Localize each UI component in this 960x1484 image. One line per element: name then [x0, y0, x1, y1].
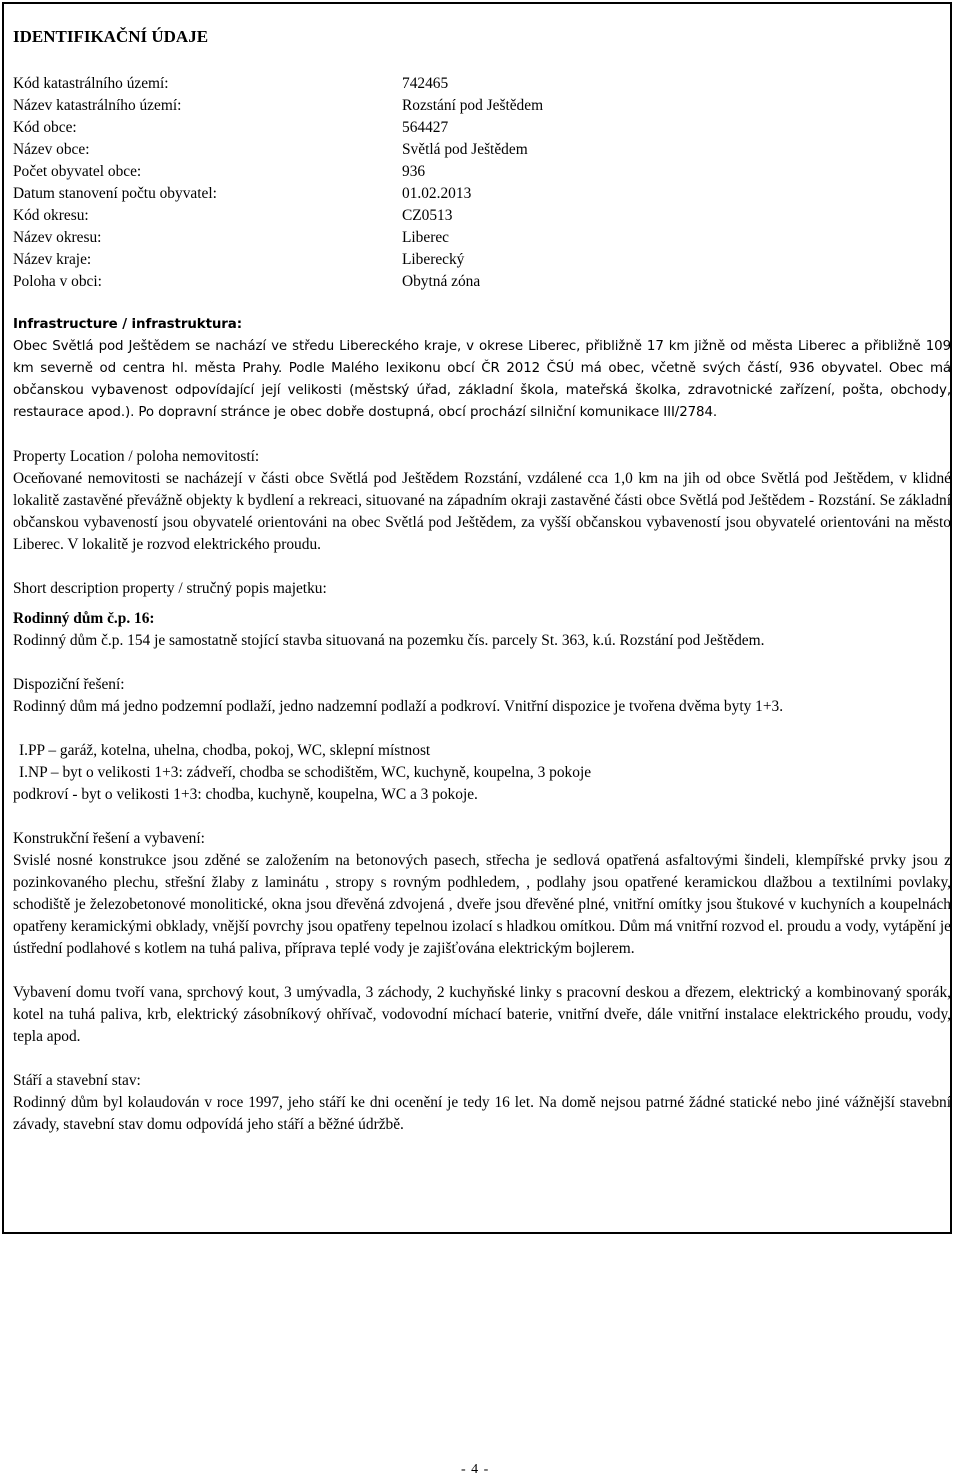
- construction-title: Konstrukční řešení a vybavení:: [13, 830, 205, 847]
- id-label: Kód okresu:: [13, 207, 89, 224]
- property-intro: Rodinný dům č.p. 154 je samostatně stojící stavba situovaná na pozemku čís. parcely St. 363, k.ú. Rozstání pod Ještědem.: [13, 632, 765, 649]
- infrastructure-section: [13, 314, 951, 424]
- id-value: 936: [402, 163, 426, 180]
- id-row: [13, 183, 951, 205]
- id-label: Název katastrálního území:: [13, 97, 182, 114]
- id-value: Rozstání pod Ještědem: [402, 97, 544, 114]
- document-content: [13, 26, 951, 1136]
- id-row: [13, 117, 951, 139]
- id-value: Liberecký: [402, 251, 465, 268]
- identification-table: [13, 73, 951, 293]
- id-value: 01.02.2013: [402, 185, 472, 202]
- age-text: Rodinný dům byl kolaudován v roce 1997, jeho stáří ke dni ocenění je tedy 16 let. Na domě nejsou patrné žádné statické nebo jiné vážnější stavební závady, stavební stav domu odpovídá jeho stáří a běžné údržbě.: [13, 1094, 951, 1133]
- id-value: Světlá pod Ještědem: [402, 141, 528, 158]
- location-section: [13, 446, 951, 556]
- id-value: 742465: [402, 75, 449, 92]
- floor-line: I.NP – byt o velikosti 1+3: zádveří, chodba se schodištěm, WC, kuchyně, koupelna, 3 pokoje: [19, 764, 592, 781]
- layout-text: Rodinný dům má jedno podzemní podlaží, jedno nadzemní podlaží a podkroví. Vnitřní dispozice je tvořena dvěma byty 1+3.: [13, 698, 784, 715]
- floor-line: podkroví - byt o velikosti 1+3: chodba, kuchyně, koupelna, WC a 3 pokoje.: [13, 786, 478, 803]
- id-value: 564427: [402, 119, 449, 136]
- id-label: Kód katastrálního území:: [13, 75, 169, 92]
- age-title: Stáří a stavební stav:: [13, 1072, 141, 1089]
- id-row: [13, 139, 951, 161]
- id-row: [13, 95, 951, 117]
- floor-line: I.PP – garáž, kotelna, uhelna, chodba, pokoj, WC, sklepní místnost: [19, 742, 431, 759]
- description-section: [13, 578, 951, 1136]
- id-label: Poloha v obci:: [13, 273, 102, 290]
- construction-text: Svislé nosné konstrukce jsou zděné se založením na betonových pasech, střecha je sedlová opatřená asfaltovými šindeli, klempířské prvky jsou z pozinkovaného plechu, střešní žlaby z laminátu , stropy s rovným podhledem, , podlahy jsou opatřené keramickou dlažbou a textilními povlaky, schodiště je železobetonové monolitické, okna jsou dřevěná zdvojená , dveře jsou dřevěné plné, vnitřní omítky jsou štukové v kuchyních a koupelnách opatřeny keramickými obklady, vnější povrchy jsou opatřeny tepelnou izolací s hladkou omítkou. Dům má vnitřní rozvod el. proudu a vody, vytápění je ústřední podlahové s kotlem na tuhá paliva, příprava teplé vody je zajišťována elektrickým bojlerem.: [13, 852, 951, 957]
- page-title: IDENTIFIKAČNÍ ÚDAJE: [13, 27, 209, 46]
- id-label: Název okresu:: [13, 229, 102, 246]
- id-row: [13, 249, 951, 271]
- id-row: [13, 205, 951, 227]
- infrastructure-text: Obec Světlá pod Ještědem se nachází ve středu Libereckého kraje, v okrese Liberec, přibližně 17 km jižně od města Liberec a přibližně 109 km severně od centra hl. města Prahy. Podle Malého lexikonu obcí ČR 2012 ČSÚ má obec, včetně svých částí, 936 obyvatel. Obec má občanskou vybavenost odpovídající její velikosti (městský úřad, základní škola, mateřská školka, zdravotnické zařízení, pošta, obchody, restaurace apod.). Po dopravní stránce je obec dobře dostupná, obcí prochází silniční komunikace III/2784.: [13, 339, 951, 420]
- page-number: - 4 -: [461, 1462, 490, 1477]
- id-label: Název kraje:: [13, 251, 92, 268]
- infrastructure-heading: Infrastructure / infrastruktura:: [13, 317, 242, 332]
- id-value: Liberec: [402, 229, 449, 246]
- description-heading: Short description property / stručný popis majetku:: [13, 580, 327, 597]
- id-label: Kód obce:: [13, 119, 77, 136]
- id-row: [13, 227, 951, 249]
- equipment-text: Vybavení domu tvoří vana, sprchový kout, 3 umývadla, 3 záchody, 2 kuchyňské linky s pracovní deskou a dřezem, elektrický a kombinovaný sporák, kotel na tuhá paliva, krb, elektrický zásobníkový ohřívač, vodovodní míchací baterie, vnitřní dveře, dále vnitřní instalace elektrického proudu, vody, tepla apod.: [13, 984, 951, 1045]
- id-label: Název obce:: [13, 141, 90, 158]
- id-row: [13, 271, 951, 293]
- id-label: Datum stanovení počtu obyvatel:: [13, 185, 217, 202]
- id-row: [13, 161, 951, 183]
- location-heading: Property Location / poloha nemovitostí:: [13, 448, 260, 465]
- id-label: Počet obyvatel obce:: [13, 163, 142, 180]
- id-row: [13, 73, 951, 95]
- location-text: Oceňované nemovitosti se nacházejí v části obce Světlá pod Ještědem Rozstání, vzdálené cca 1,0 km na jih od obce Světlá pod Ještědem, v klidné lokalitě zastavěné převážně objekty k bydlení a rekreaci, situované na západním okraji zastavěné části obce Světlá pod Ještědem - Rozstání. Se základní občanskou vybaveností jsou obyvatelé orientováni na obec Světlá pod Ještědem, za vyšší občanskou vybaveností jsou obyvatelé orientováni na město Liberec. V lokalitě je rozvod elektrického proudu.: [13, 470, 951, 553]
- property-subheading: Rodinný dům č.p. 16:: [13, 610, 155, 627]
- layout-title: Dispoziční řešení:: [13, 676, 125, 693]
- id-value: Obytná zóna: [402, 273, 481, 290]
- document-frame: [2, 2, 952, 1234]
- id-value: CZ0513: [402, 207, 453, 224]
